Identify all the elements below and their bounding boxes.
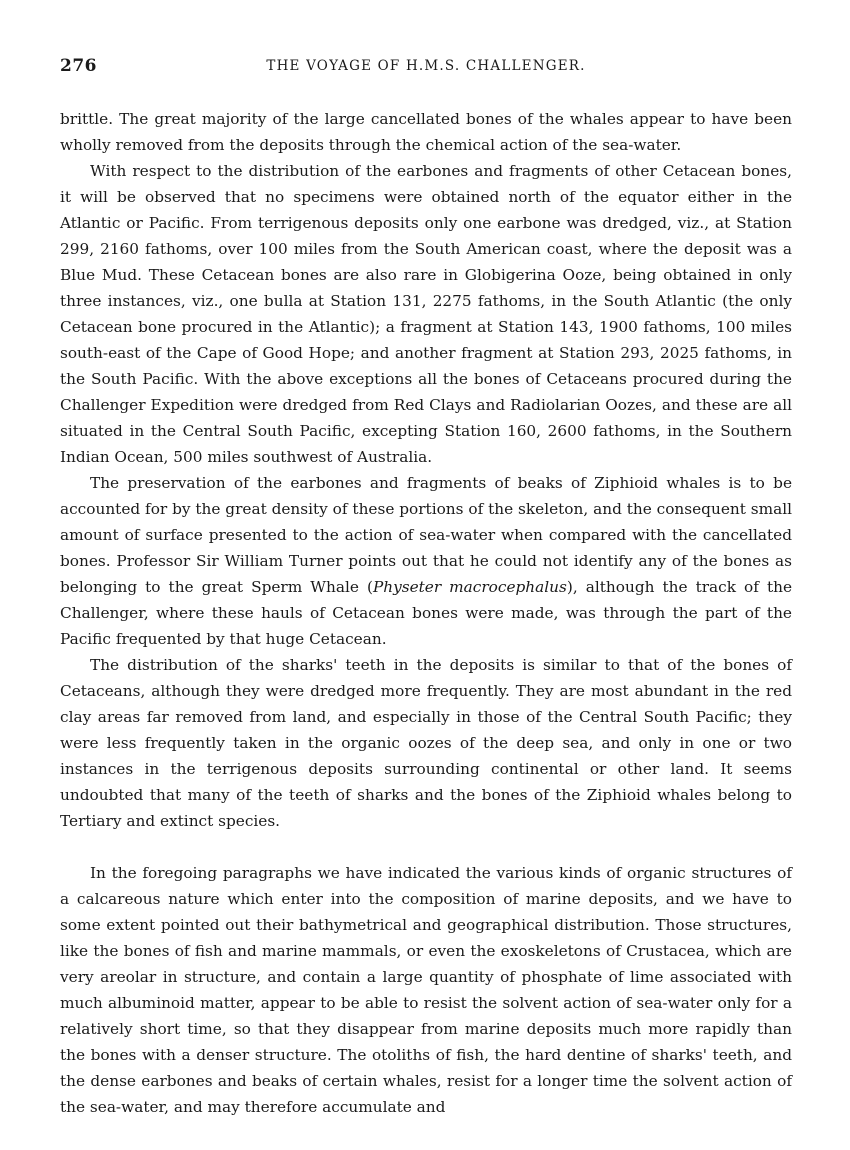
page-number: 276 bbox=[60, 56, 97, 76]
paragraph-5: In the foregoing paragraphs we have indicated the various kinds of organic structures of a calcareous nature which enter into the composition of marine deposits, and we have to some extent pointed out their bathymetrical and geographical distribution. Those structures, like the bones of fish and marine mammals, or even the exoskeletons of Crustacea, which are very areolar in structure, and contain a large quantity of phosphate of lime associated with much albuminoid matter, appear to be able to resist the solvent action of sea-water only for a relatively short time, so that they disappear from marine deposits much more rapidly than the bones with a denser structure. The otoliths of fish, the hard dentine of sharks' teeth, and the dense earbones and beaks of certain whales, resist for a longer time the solvent action of the sea-water, and may therefore accumulate and bbox=[60, 864, 792, 1116]
species-name-italic: Physeter macrocephalus bbox=[372, 578, 567, 596]
page-header bbox=[60, 56, 792, 84]
paragraph-1: brittle. The great majority of the large cancellated bones of the whales appear to have been wholly removed from the deposits through the chemical action of the sea-water. bbox=[60, 110, 792, 154]
paragraph-3-part-2: ), although the track of the Challenger, where these hauls of Cetacean bones were made, was through the part of the Pacific frequented by that huge Cetacean. bbox=[60, 578, 792, 648]
paragraph-4: The distribution of the sharks' teeth in the deposits is similar to that of the bones of Cetaceans, although they were dredged more frequently. They are most abundant in the red clay areas far removed from land, and especially in those of the Central South Pacific; they were less frequently taken in the organic oozes of the deep sea, and only in one or two instances in the terrigenous deposits surrounding continental or other land. It seems undoubted that many of the teeth of sharks and the bones of the Ziphioid whales belong to Tertiary and extinct species. bbox=[60, 656, 792, 830]
paragraph-2: With respect to the distribution of the earbones and fragments of other Cetacean bones, it will be observed that no specimens were obtained north of the equator either in the Atlantic or Pacific. From terrigenous deposits only one earbone was dredged, viz., at Station 299, 2160 fathoms, over 100 miles from the South American coast, where the deposit was a Blue Mud. These Cetacean bones are also rare in Globigerina Ooze, being obtained in only three instances, viz., one bulla at Station 131, 2275 fathoms, in the South Atlantic (the only Cetacean bone procured in the Atlantic); a fragment at Station 143, 1900 fathoms, 100 miles south-east of the Cape of Good Hope; and another fragment at Station 293, 2025 fathoms, in the South Pacific. With the above exceptions all the bones of Cetaceans procured during the Challenger Expedition were dredged from Red Clays and Radiolarian Oozes, and these are all situated in the Central South Pacific, excepting Station 160, 2600 fathoms, in the Southern Indian Ocean, 500 miles southwest of Australia. bbox=[60, 162, 792, 466]
paragraph-3 bbox=[60, 470, 792, 652]
body-text bbox=[60, 106, 792, 1120]
book-page bbox=[60, 56, 792, 1120]
running-title: THE VOYAGE OF H.M.S. CHALLENGER. bbox=[266, 58, 586, 74]
paragraph-3-part-1: The preservation of the earbones and fragments of beaks of Ziphioid whales is to be accounted for by the great density of these portions of the skeleton, and the consequent small amount of surface presented to the action of sea-water when compared with the cancellated bones. Professor Sir William Turner points out that he could not identify any of the bones as belonging to the great Sperm Whale ( bbox=[60, 474, 792, 596]
